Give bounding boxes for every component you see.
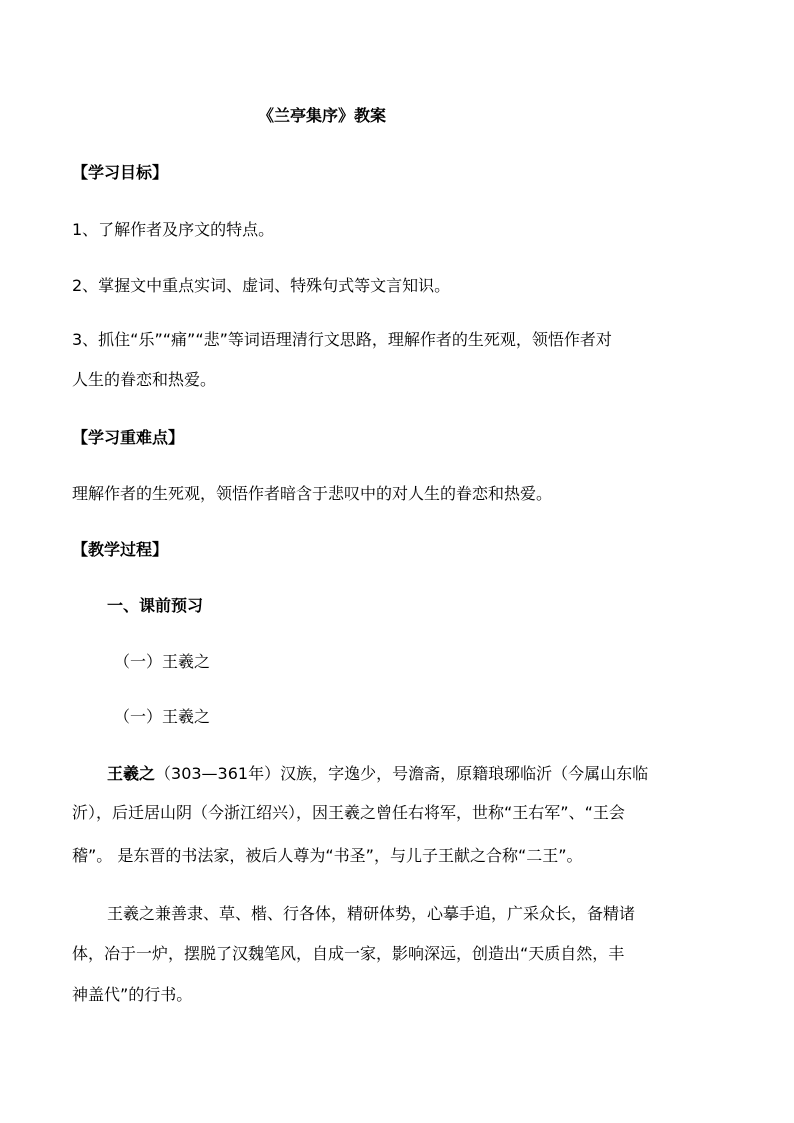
goal-item-3-line-2: 人生的眷恋和热爱。 (72, 370, 217, 389)
sub-heading-1: （一）王羲之 (114, 652, 211, 671)
bio-line-1 (107, 764, 648, 784)
bio-line-1-text: （303—361年）汉族，字逸少，号澹斋，原籍琅琊临沂（今属山东临 (155, 764, 649, 783)
key-points-text: 理解作者的生死观，领悟作者暗含于悲叹中的对人生的眷恋和热爱。 (72, 484, 553, 503)
bio-line-2: 沂），后迁居山阴（今浙江绍兴），因王羲之曾任右将军，世称“王右军”、“王会 (72, 803, 625, 822)
bio-line-3: 稽”。 是东晋的书法家，被后人尊为“书圣”，与儿子王献之合称“二王”。 (72, 846, 583, 865)
key-points-heading: 【学习重难点】 (72, 428, 185, 447)
goal-item-3-line-1: 3、抓住“乐”“痛”“悲”等词语理清行文思路，理解作者的生死观，领悟作者对 (72, 330, 612, 349)
sub-heading-2: （一）王羲之 (114, 707, 211, 726)
document-title: 《兰亭集序》教案 (258, 106, 387, 125)
goals-heading: 【学习目标】 (72, 163, 169, 182)
goal-item-1: 1、了解作者及序文的特点。 (72, 220, 275, 239)
style-line-1: 王羲之兼善隶、草、楷、行各体，精研体势，心摹手追，广采众长，备精诸 (107, 904, 636, 923)
style-line-3: 神盖代”的行书。 (72, 985, 193, 1004)
style-line-2: 体，冶于一炉，摆脱了汉魏笔风，自成一家，影响深远，创造出“天质自然，丰 (72, 944, 625, 963)
bio-name: 王羲之 (107, 764, 156, 783)
process-heading: 【教学过程】 (72, 540, 169, 559)
goal-item-2: 2、掌握文中重点实词、虚词、特殊句式等文言知识。 (72, 276, 451, 295)
preview-heading: 一、课前预习 (107, 596, 204, 615)
